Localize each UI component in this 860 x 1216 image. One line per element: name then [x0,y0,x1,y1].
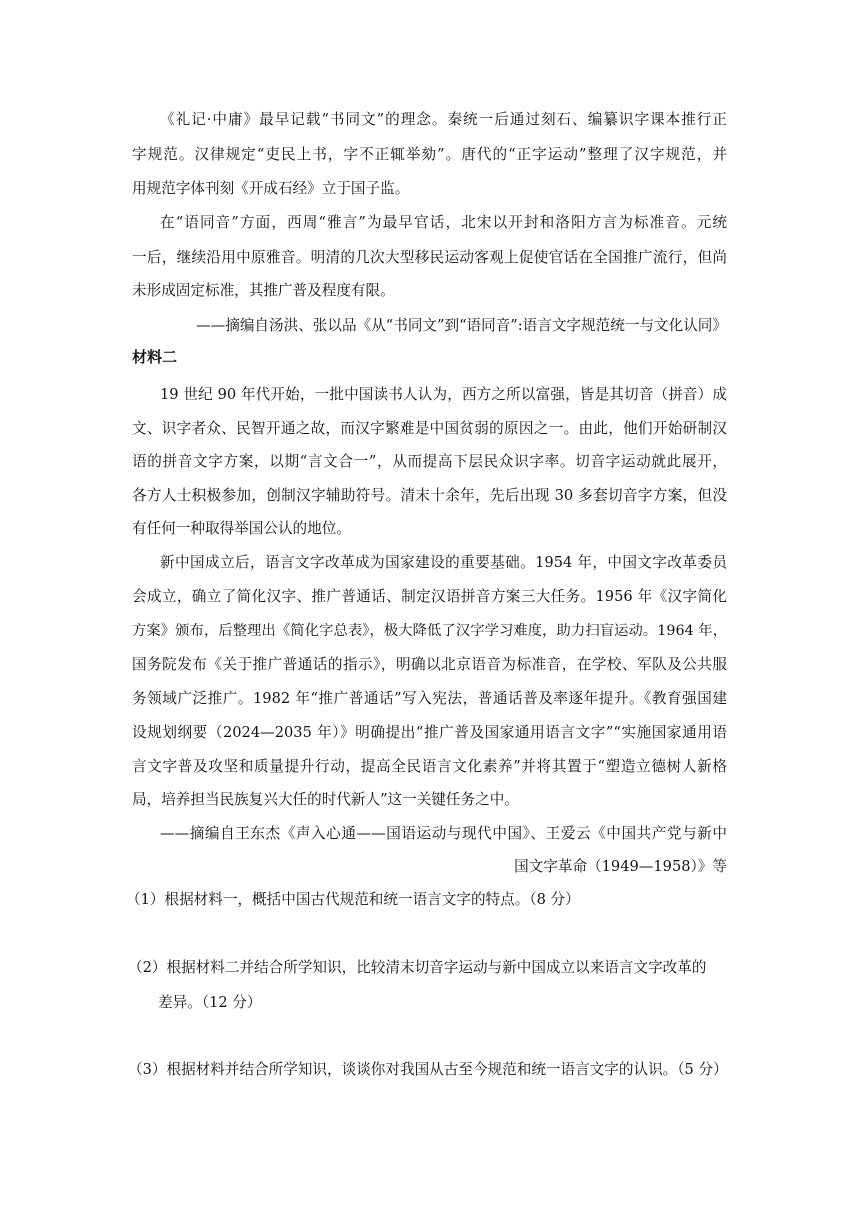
m1-p2-line2: 一后，继续沿用中原雅音。明清的几次大型移民运动客观上促使官话在全国推广流行，但尚 [132,249,727,266]
m2-p2-line5: 务领域广泛推广。1982 年“推广普通话”写入宪法，普通话普及率逐年提升。《教育强国建 [132,690,727,707]
m2-p1-line5: 有任何一种取得举国公认的地位。 [132,520,351,537]
m2-p1-line2: 文、识字者众、民智开通之故，而汉字繁难是中国贫弱的原因之一。由此，他们开始研制汉 [132,420,727,437]
question-1: （1）根据材料一，概括中国古代规范和统一语言文字的特点。（8 分） [126,891,580,908]
m1-p2-line1: 在“语同音”方面，西周“雅言”为最早官话，北宋以开封和洛阳方言为标准音。元统 [160,214,727,231]
m2-p1-line3: 语的拼音文字方案，以期“言文合一”，从而提高下层民众识字率。切音字运动就此展开， [132,453,727,470]
m1-p1-line1: 《礼记·中庸》最早记载“书同文”的理念。秦统一后通过刻石、编纂识字课本推行正 [160,111,727,128]
m2-p2-line6: 设规划纲要（2024—2035 年）》明确提出“推广普及国家通用语言文字”“实施国家通用语 [132,724,727,741]
question-3: （3）根据材料并结合所学知识，谈谈你对我国从古至今规范和统一语言文字的认识。（5 分） [128,1061,728,1078]
m2-p1-line1: 19 世纪 90 年代开始，一批中国读书人认为，西方之所以富强，皆是其切音（拼音）成 [160,386,727,403]
m1-p1-line2: 字规范。汉律规定“吏民上书，字不正辄举劾”。唐代的“正字运动”整理了汉字规范，并 [132,146,727,163]
m2-p2-line2: 会成立，确立了简化汉字、推广普通话、制定汉语拼音方案三大任务。1956 年《汉字简化 [132,588,727,605]
m2-p2-line4: 国务院发布《关于推广普通话的指示》，明确以北京语音为标准音，在学校、军队及公共服 [132,656,727,673]
m1-p2-line3: 未形成固定标准，其推广普及程度有限。 [132,282,395,299]
m1-source: ——摘编自汤洪、张以品《从“书同文”到“语同音”:语言文字规范统一与文化认同》 [196,317,727,334]
m2-p2-line8: 局，培养担当民族复兴大任的时代新人”这一关键任务之中。 [132,791,519,808]
m2-p2-line7: 言文字普及攻坚和质量提升行动，提高全民语言文化素养”并将其置于“塑造立德树人新格 [132,758,727,775]
m2-source-line1: ——摘编自王东杰《声入心通——国语运动与现代中国》、王爱云《中国共产党与新中 [160,825,727,842]
material-2-heading: 材料二 [132,348,178,366]
question-2-line1: （2）根据材料二并结合所学知识，比较清末切音字运动与新中国成立以来语言文字改革的 [128,959,707,976]
m1-p1-line3: 用规范字体刊刻《开成石经》立于国子监。 [132,180,410,197]
m2-p2-line3: 方案》颁布，后整理出《简化字总表》，极大降低了汉字学习难度，助力扫盲运动。1964 年， [132,623,727,639]
question-2-line2: 差异。（12 分） [158,994,262,1011]
m2-p1-line4: 各方人士积极参加，创制汉字辅助符号。清末十余年，先后出现 30 多套切音字方案，但没 [132,487,727,504]
m2-source-line2: 国文字革命（1949—1958）》等 [514,858,727,875]
m2-p2-line1: 新中国成立后，语言文字改革成为国家建设的重要基础。1954 年，中国文字改革委员 [160,554,727,571]
